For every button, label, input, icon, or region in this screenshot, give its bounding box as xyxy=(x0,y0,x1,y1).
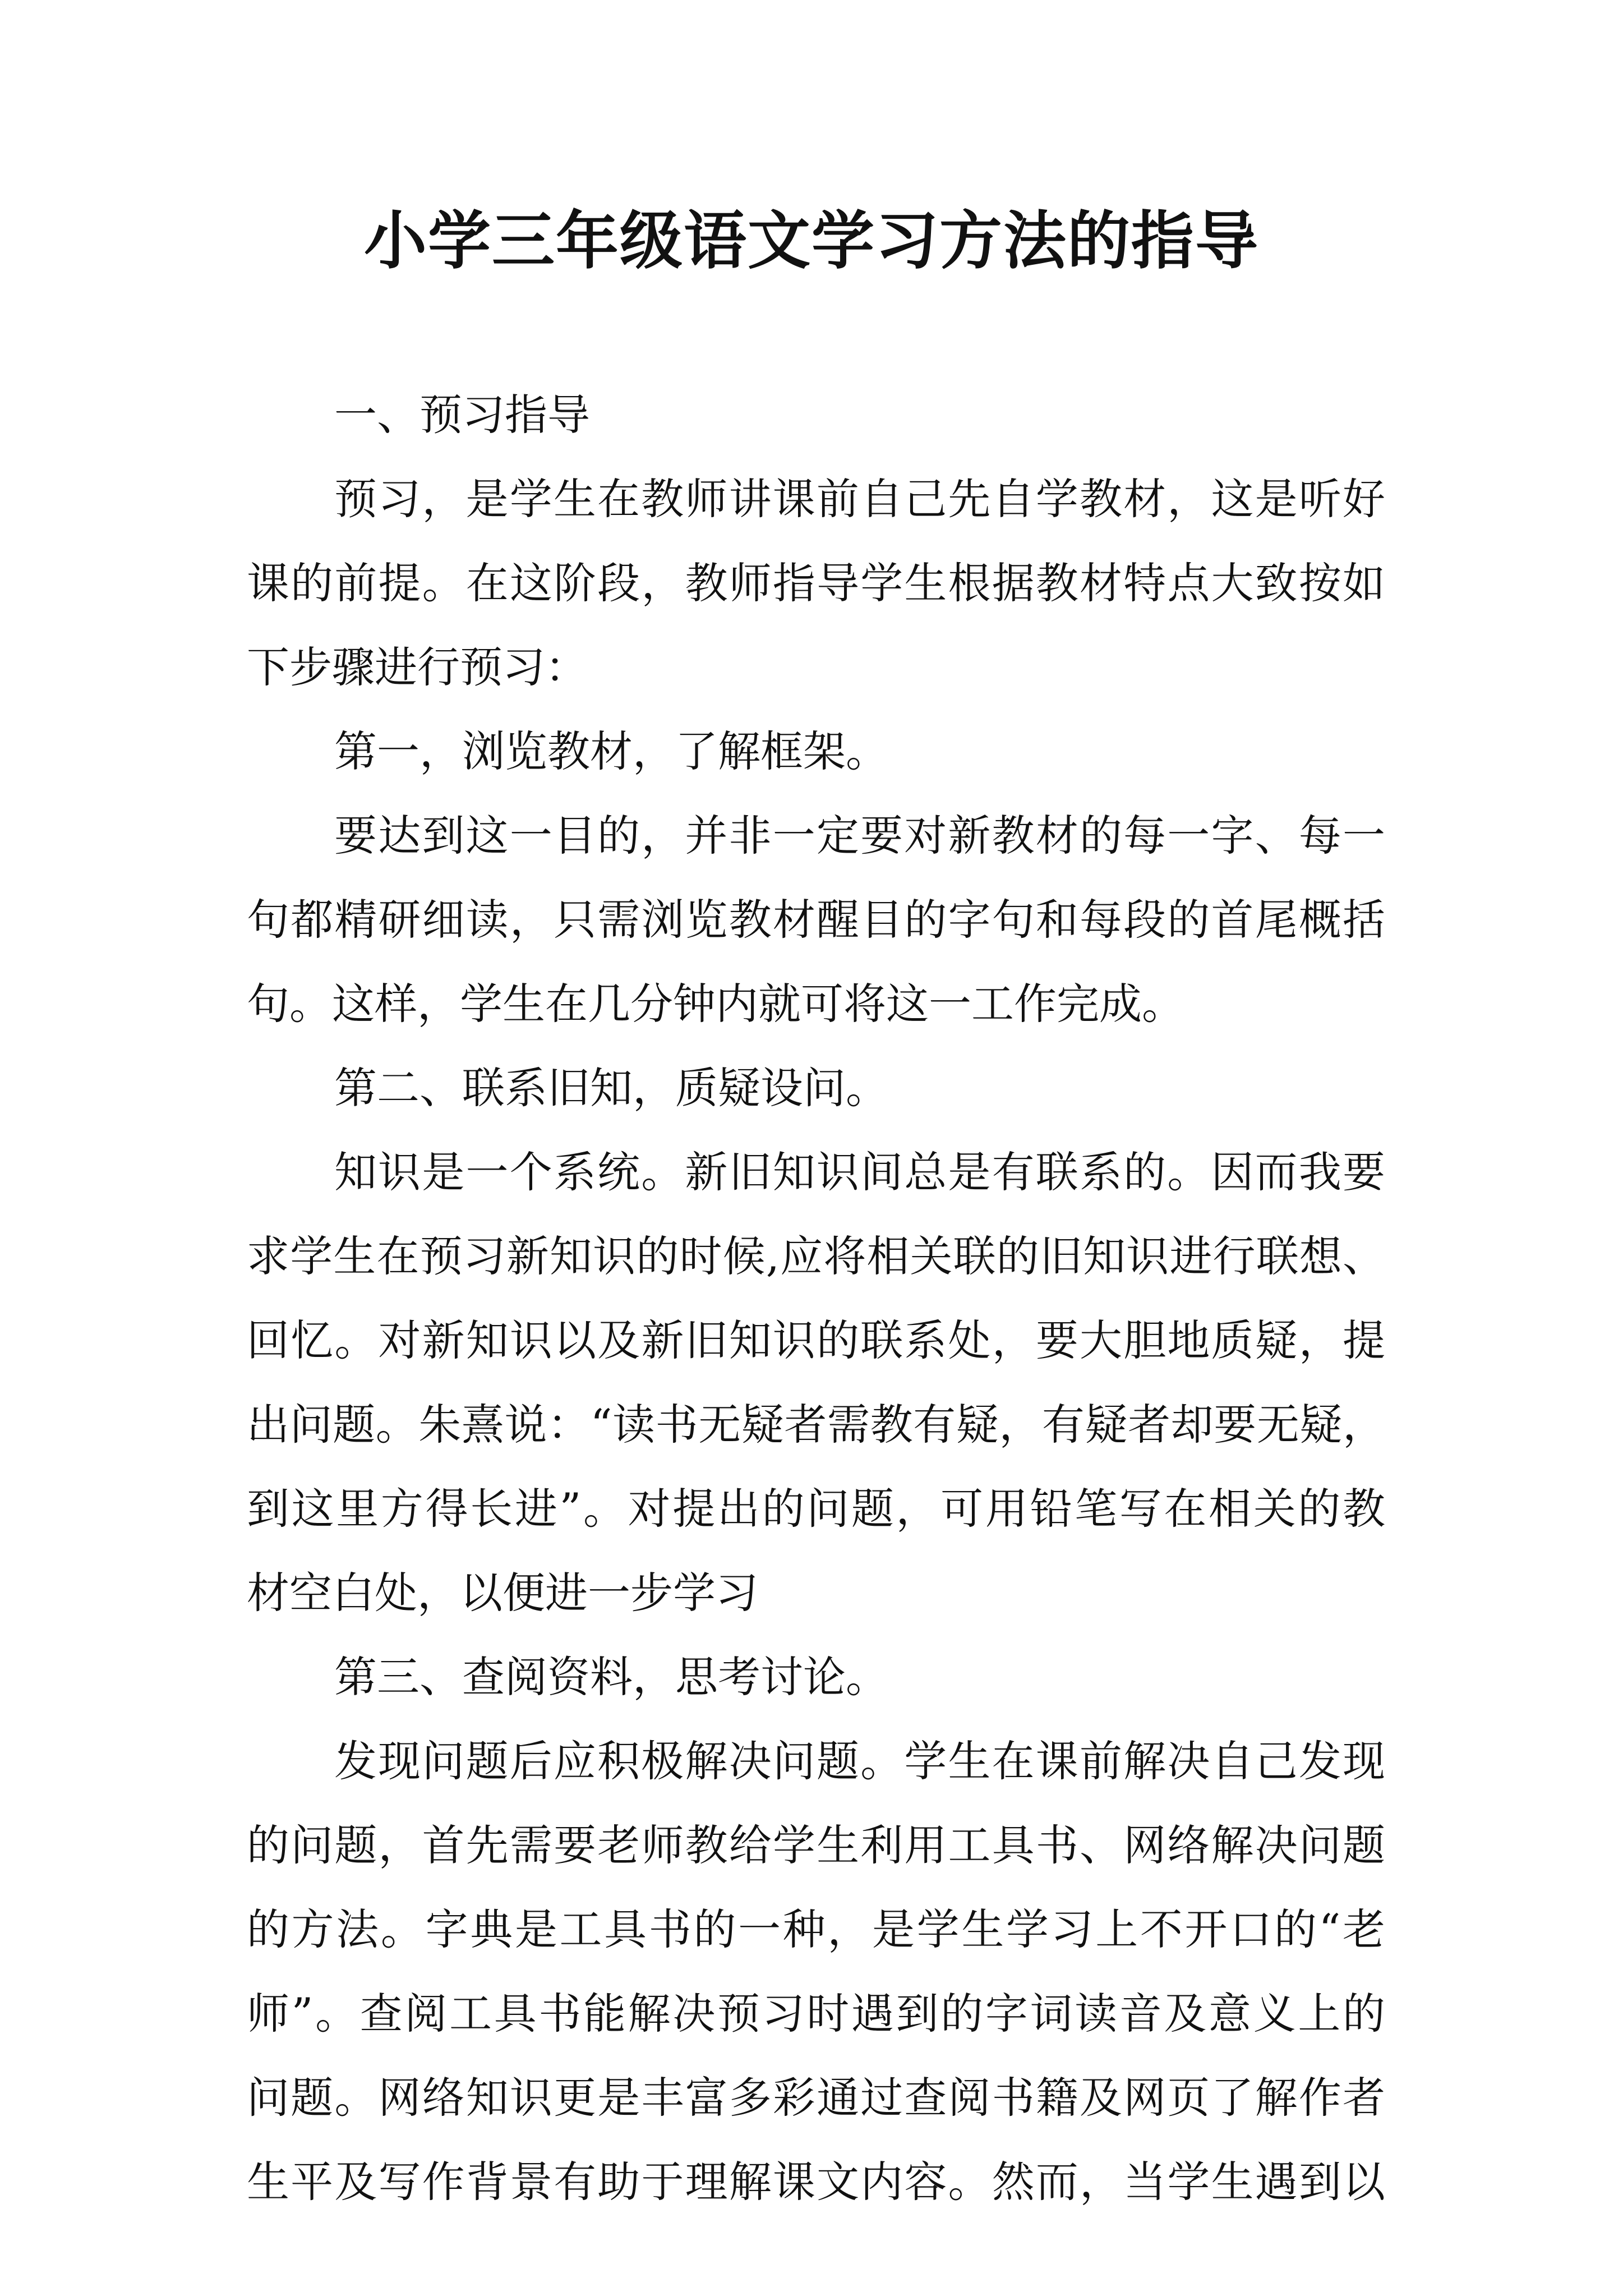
document-title: 小学三年级语文学习方法的指导 xyxy=(364,205,1259,278)
text-line: 句都精研细读，只需浏览教材醒目的字句和每段的首尾概括 xyxy=(247,895,1385,945)
text-line: 发现问题后应积极解决问题。学生在课前解决自己发现 xyxy=(334,1736,1385,1786)
text-line: 出问题。朱熹说：“读书无疑者需教有疑，有疑者却要无疑， xyxy=(247,1400,1385,1450)
text-line: 求学生在预习新知识的时候,应将相关联的旧知识进行联想、 xyxy=(247,1231,1385,1281)
text-line: 生平及写作背景有助于理解课文内容。然而，当学生遇到以 xyxy=(247,2157,1385,2207)
text-line: 一、预习指导 xyxy=(334,390,590,440)
text-line: 要达到这一目的，并非一定要对新教材的每一字、每一 xyxy=(334,811,1385,861)
text-line: 知识是一个系统。新旧知识间总是有联系的。因而我要 xyxy=(334,1147,1385,1197)
text-line: 回忆。对新知识以及新旧知识的联系处，要大胆地质疑，提 xyxy=(247,1315,1385,1365)
text-line: 下步骤进行预习： xyxy=(247,642,588,692)
text-line: 预习，是学生在教师讲课前自己先自学教材，这是听好 xyxy=(334,474,1385,524)
text-line: 到这里方得长进”。对提出的问题，可用铅笔写在相关的教 xyxy=(247,1484,1385,1534)
text-line: 的方法。字典是工具书的一种，是学生学习上不开口的“老 xyxy=(247,1904,1385,1954)
text-line: 的问题，首先需要老师教给学生利用工具书、网络解决问题 xyxy=(247,1820,1385,1870)
text-line: 课的前提。在这阶段，教师指导学生根据教材特点大致按如 xyxy=(247,558,1385,608)
text-line: 第二、联系旧知，质疑设问。 xyxy=(334,1063,888,1113)
document-body xyxy=(247,373,1385,2224)
text-line: 师”。查阅工具书能解决预习时遇到的字词读音及意义上的 xyxy=(247,1989,1385,2039)
text-line: 第三、查阅资料，思考讨论。 xyxy=(334,1652,888,1702)
text-line: 问题。网络知识更是丰富多彩通过查阅书籍及网页了解作者 xyxy=(247,2073,1385,2123)
text-line: 第一，浏览教材，了解框架。 xyxy=(334,726,888,776)
text-line: 句。这样，学生在几分钟内就可将这一工作完成。 xyxy=(247,979,1184,1029)
text-line: 材空白处，以便进一步学习 xyxy=(247,1568,758,1618)
